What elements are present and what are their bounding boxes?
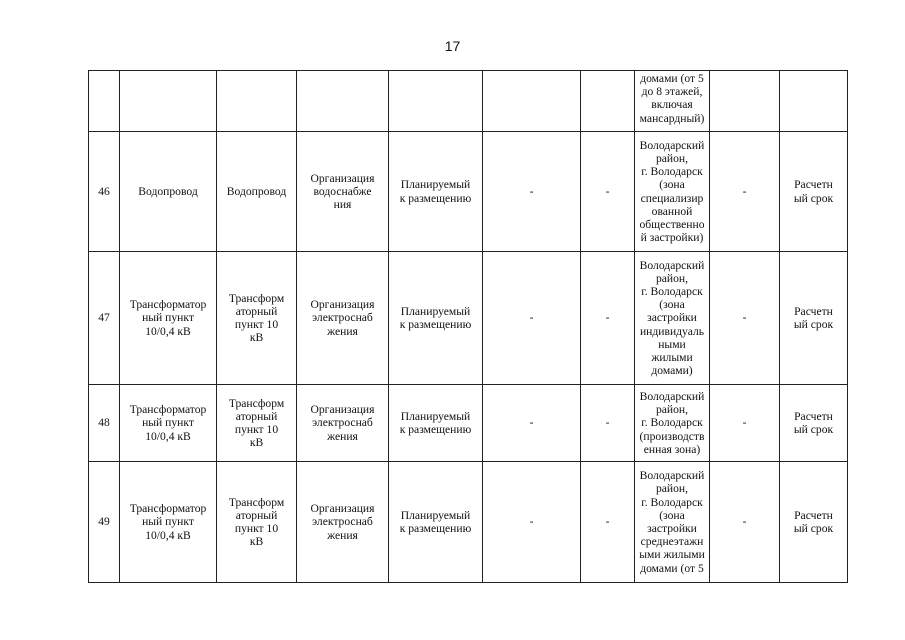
- cell-line: застройки: [647, 311, 697, 325]
- cell-purpose: [297, 132, 389, 252]
- cell-line: индивидуаль: [639, 324, 705, 338]
- cell-line: аторный: [235, 304, 278, 318]
- cell-line: Организация: [310, 403, 375, 417]
- cell-line: 10/0,4 кВ: [145, 324, 191, 338]
- cell-line: к размещению: [399, 423, 472, 436]
- cell-line: общественно: [639, 217, 705, 231]
- cell-line: ый срок: [793, 423, 834, 436]
- cell-term: [780, 252, 848, 385]
- cell-line: Володарский: [639, 389, 705, 403]
- cell-line: (зона: [659, 298, 685, 312]
- cell-col6: -: [581, 252, 635, 385]
- cell-line: г. Володарск: [641, 495, 703, 509]
- cell-number: [89, 71, 120, 132]
- cell-line: Трансформ: [228, 396, 285, 410]
- cell-line: район,: [655, 271, 689, 285]
- cell-line: район,: [655, 151, 689, 165]
- cell-line: ный пункт: [142, 416, 194, 430]
- cell-status: [389, 385, 483, 462]
- cell-line: электроснаб: [312, 416, 373, 430]
- cell-col8: -: [710, 132, 780, 252]
- cell-line: пункт 10: [234, 318, 279, 331]
- cell-location: [635, 71, 710, 132]
- cell-line: домами (от 5: [640, 561, 704, 575]
- table-row: [89, 385, 848, 462]
- cell-line: домами): [651, 364, 693, 378]
- cell-line: Трансформ: [228, 291, 285, 305]
- cell-line: среднеэтажн: [640, 535, 704, 549]
- cell-line: специализир: [640, 191, 704, 205]
- cell-line: г. Володарск: [641, 416, 703, 430]
- cell-line: ный пункт: [142, 515, 194, 529]
- cell-line: ния: [333, 198, 352, 212]
- cell-purpose: [297, 385, 389, 462]
- cell-line: ый срок: [793, 191, 834, 205]
- cell-line: Водопровод: [138, 184, 198, 198]
- cell-col8: [710, 71, 780, 132]
- cell-col6: -: [581, 385, 635, 462]
- cell-line: включая: [651, 98, 693, 112]
- cell-line: г. Володарск: [641, 165, 703, 179]
- cell-line: Организация: [310, 298, 375, 312]
- cell-col5: -: [483, 462, 581, 583]
- cell-term: [780, 385, 848, 462]
- cell-line: Расчетн: [794, 304, 833, 318]
- table-row: [89, 132, 848, 252]
- cell-purpose: [297, 462, 389, 583]
- cell-line: район,: [655, 482, 689, 496]
- cell-location: [635, 252, 710, 385]
- cell-kind: [217, 462, 297, 583]
- cell-line: ый срок: [793, 522, 834, 535]
- cell-line: Володарский: [639, 258, 705, 272]
- cell-line: ными: [658, 337, 686, 351]
- cell-line: жилыми: [651, 351, 693, 364]
- cell-number: 47: [89, 252, 120, 385]
- cell-line: застройки: [647, 522, 697, 535]
- cell-line: кВ: [249, 436, 264, 450]
- cell-line: электроснаб: [312, 311, 373, 325]
- cell-status: [389, 132, 483, 252]
- cell-status: [389, 252, 483, 385]
- cell-line: аторный: [235, 508, 278, 522]
- cell-line: Расчетн: [794, 409, 833, 423]
- cell-kind: [217, 385, 297, 462]
- cell-line: к размещению: [399, 191, 472, 205]
- table-row: [89, 252, 848, 385]
- cell-line: жения: [327, 528, 358, 542]
- cell-number: 46: [89, 132, 120, 252]
- objects-table: [88, 70, 848, 583]
- cell-line: енная зона): [643, 442, 701, 456]
- cell-line: Организация: [310, 171, 375, 185]
- cell-line: водоснабже: [313, 184, 372, 198]
- table-row-continuation: [89, 71, 848, 132]
- cell-line: ованной: [651, 204, 693, 218]
- cell-line: ый срок: [793, 318, 834, 331]
- cell-name: [120, 385, 217, 462]
- cell-col5: -: [483, 252, 581, 385]
- cell-kind: [217, 132, 297, 252]
- cell-line: кВ: [249, 535, 264, 549]
- cell-line: 10/0,4 кВ: [145, 528, 191, 542]
- cell-term: [780, 462, 848, 583]
- cell-col6: -: [581, 132, 635, 252]
- cell-line: Планируемый: [400, 304, 471, 318]
- cell-col6: [581, 71, 635, 132]
- cell-line: жения: [327, 429, 358, 443]
- cell-name: [120, 71, 217, 132]
- cell-status: [389, 71, 483, 132]
- cell-number: 48: [89, 385, 120, 462]
- cell-line: ный пункт: [142, 311, 194, 325]
- cell-line: жения: [327, 324, 358, 338]
- cell-line: до 8 этажей,: [641, 85, 703, 99]
- page-number: 17: [444, 38, 461, 54]
- cell-line: к размещению: [399, 318, 472, 331]
- cell-line: электроснаб: [312, 515, 373, 529]
- cell-line: Трансформатор: [129, 298, 207, 312]
- cell-line: пункт 10: [234, 423, 279, 436]
- cell-kind: [217, 252, 297, 385]
- cell-col8: -: [710, 385, 780, 462]
- cell-line: (зона: [659, 508, 685, 522]
- cell-col6: -: [581, 462, 635, 583]
- cell-line: Планируемый: [400, 409, 471, 423]
- cell-col5: -: [483, 132, 581, 252]
- cell-line: Трансформатор: [129, 403, 207, 417]
- cell-line: Трансформ: [228, 495, 285, 509]
- cell-line: 10/0,4 кВ: [145, 429, 191, 443]
- cell-line: Володарский: [639, 469, 705, 483]
- cell-term: [780, 132, 848, 252]
- cell-line: (производств: [639, 429, 705, 443]
- cell-line: Планируемый: [400, 178, 471, 192]
- cell-line: аторный: [235, 409, 278, 423]
- cell-line: Трансформатор: [129, 502, 207, 516]
- table-body: [89, 71, 848, 583]
- cell-line: Расчетн: [794, 178, 833, 192]
- cell-line: Расчетн: [794, 508, 833, 522]
- cell-line: Володарский: [639, 138, 705, 152]
- cell-purpose: [297, 71, 389, 132]
- cell-col5: -: [483, 385, 581, 462]
- cell-col5: [483, 71, 581, 132]
- cell-location: [635, 462, 710, 583]
- table-row: [89, 462, 848, 583]
- cell-col8: -: [710, 252, 780, 385]
- cell-col8: -: [710, 462, 780, 583]
- cell-location: [635, 385, 710, 462]
- cell-line: Планируемый: [400, 508, 471, 522]
- cell-line: к размещению: [399, 522, 472, 535]
- cell-location: [635, 132, 710, 252]
- cell-line: (зона: [659, 178, 685, 192]
- cell-line: г. Володарск: [641, 284, 703, 298]
- cell-status: [389, 462, 483, 583]
- cell-line: пункт 10: [234, 522, 279, 535]
- cell-line: Организация: [310, 502, 375, 516]
- cell-line: домами (от 5: [640, 72, 704, 85]
- cell-name: [120, 462, 217, 583]
- cell-purpose: [297, 252, 389, 385]
- cell-line: кВ: [249, 331, 264, 345]
- cell-number: 49: [89, 462, 120, 583]
- cell-line: Водопровод: [226, 184, 287, 198]
- cell-line: ыми жилыми: [639, 548, 705, 562]
- cell-line: район,: [655, 403, 689, 417]
- cell-name: [120, 252, 217, 385]
- cell-name: [120, 132, 217, 252]
- cell-line: мансардный): [639, 111, 705, 125]
- cell-line: й застройки): [640, 231, 704, 245]
- cell-term: [780, 71, 848, 132]
- cell-kind: [217, 71, 297, 132]
